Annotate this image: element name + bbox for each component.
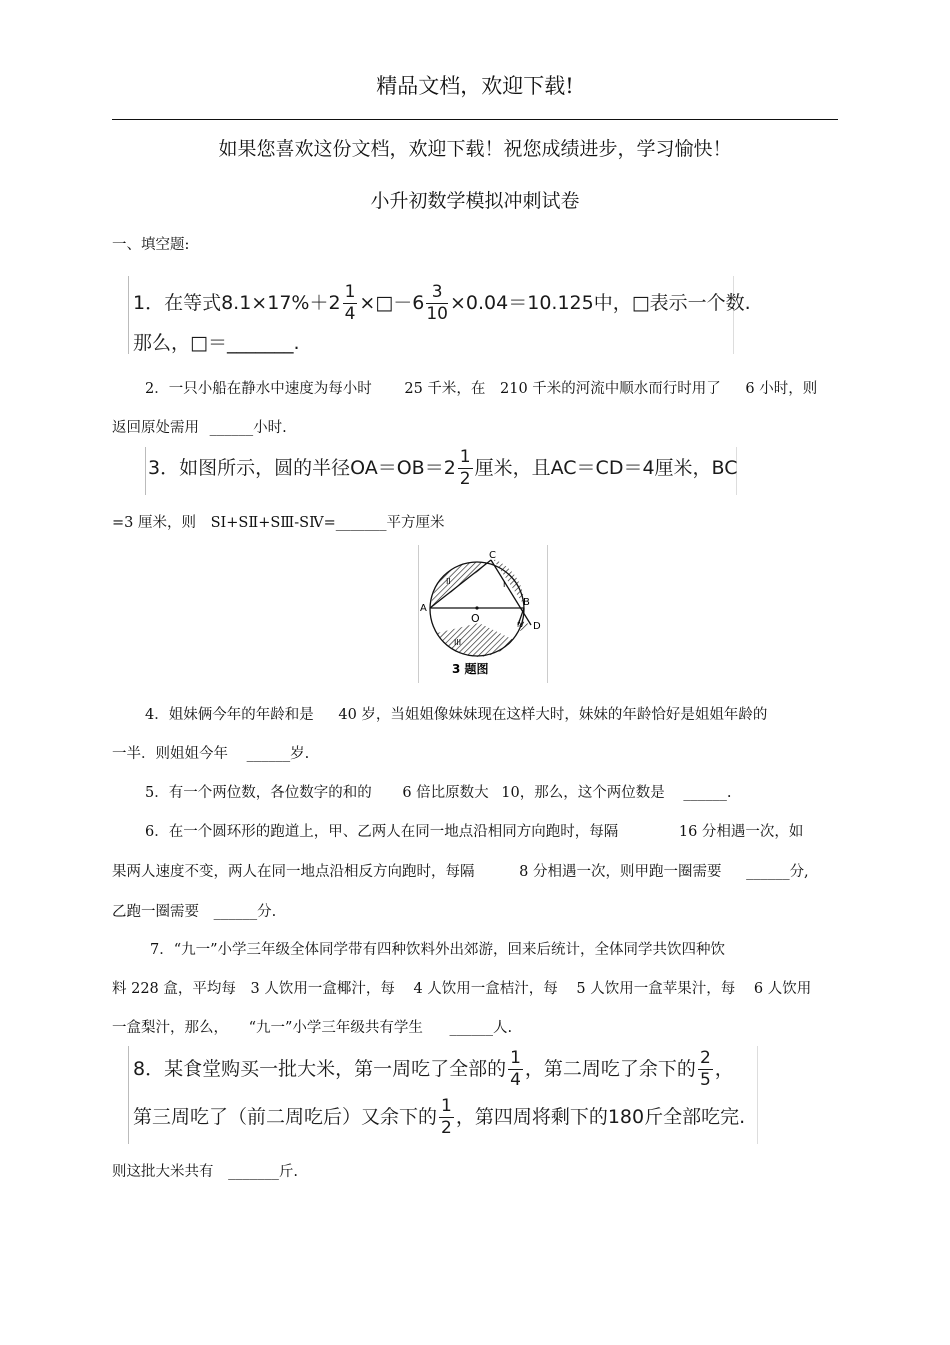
label-b: B (523, 597, 530, 608)
line-cd (491, 560, 531, 625)
q3-mixed (444, 449, 475, 488)
label-d: D (533, 621, 541, 632)
q8-f2-num: 2 (699, 1048, 711, 1068)
q8-text-d: 第三周吃了（前二周吃后）又余下的 (133, 1106, 438, 1128)
label-o: O (471, 612, 480, 625)
q7-text-c: 4 人饮用一盒桔汁，每 (413, 981, 558, 997)
q7-line3 (112, 1016, 512, 1037)
label-iii: III (454, 638, 462, 647)
q8-f3-num: 1 (441, 1096, 452, 1116)
q8-box (128, 1046, 758, 1144)
q3-figure (418, 545, 548, 683)
q6-text-c: 果两人速度不变，两人在同一地点沿相反方向跑时，每隔 (112, 864, 475, 880)
region-i-shade (493, 559, 524, 605)
q7-answer-blank: ______人. (449, 1020, 513, 1036)
circle-diagram (419, 545, 547, 683)
q2-line1 (145, 377, 817, 398)
label-a: A (420, 603, 427, 614)
q2-text-b: 25 千米，在 (404, 381, 486, 397)
q2-line2 (112, 416, 287, 437)
q6-answer-blank-1: ______分, (746, 864, 809, 880)
q8-fraction-1 (508, 1050, 523, 1089)
q1-mixed-2-whole: 6 (412, 292, 425, 314)
q8-text-f: 则这批大米共有 (112, 1164, 214, 1180)
q7-text-e: 6 人饮用 (753, 981, 812, 997)
label-iv: IV (517, 621, 524, 629)
q1-f1-den: 4 (344, 304, 356, 324)
header-divider (112, 119, 838, 120)
q4-text-c: 一半．则姐姐今年 (112, 746, 228, 762)
q6-answer-blank-2: ______分. (213, 904, 277, 920)
q1-mid: ×□－ (359, 292, 413, 314)
document-title: 小升初数学模拟冲刺试卷 (370, 190, 580, 212)
q4-answer-blank: ______岁. (246, 746, 310, 762)
q8-answer-line (112, 1160, 298, 1181)
q8-fraction-2 (698, 1050, 713, 1089)
q8-f1-num: 1 (510, 1048, 521, 1068)
label-ii: II (446, 577, 451, 586)
q8-text-b: ，第二周吃了余下的 (524, 1058, 696, 1080)
q6-line2 (112, 860, 809, 881)
q1-f2-den: 10 (426, 304, 448, 324)
q1-fraction-2 (426, 284, 448, 323)
q8-f2-den: 5 (699, 1070, 711, 1090)
q8-line1 (133, 1050, 734, 1089)
q8-answer-blank: _______斤. (228, 1164, 298, 1180)
q1-f1-num: 1 (344, 282, 356, 302)
q6-line3 (112, 900, 276, 921)
q1-pre: 1．在等式8.1×17%＋ (133, 292, 329, 314)
welcome-line: 如果您喜欢这份文档，欢迎下载！祝您成绩进步，学习愉快！ (218, 138, 732, 160)
q8-text-e: ，第四周将剩下的180斤全部吃完. (455, 1106, 746, 1128)
q5-text-b: 6 倍比原数大 (402, 785, 489, 801)
q3-text-b: SⅠ+SⅡ+SⅢ-SⅣ=_______平方厘米 (210, 515, 445, 531)
q3-pre: 3．如图所示，圆的半径OA＝OB＝ (148, 457, 444, 479)
q3-line2 (112, 511, 444, 532)
q4-text-b: 40 岁，当姐姐像妹妹现在这样大时，妹妹的年龄恰好是姐姐年龄的 (338, 707, 768, 723)
q3-line1 (148, 449, 738, 488)
page-header: 精品文档，欢迎下载! (376, 74, 574, 98)
label-c: C (489, 550, 496, 561)
q8-text-c: ， (714, 1058, 734, 1080)
figure-caption: 3 题图 (452, 662, 489, 676)
q3-box (145, 447, 737, 495)
q1-f2-num: 3 (426, 284, 448, 304)
q6-text-b: 16 分相遇一次，如 (678, 824, 804, 840)
q5-line (145, 781, 731, 802)
q5-answer-blank: ______. (683, 785, 732, 801)
center-point (475, 606, 478, 609)
q3-f-den: 2 (459, 469, 471, 489)
q5-text-a: 5．有一个两位数，各位数字的和的 (145, 785, 372, 801)
q8-f3-den: 2 (441, 1118, 452, 1138)
q2-text-a: 2．一只小船在静水中速度为每小时 (145, 381, 372, 397)
q7-text-b: 3 人饮用一盒椰汁，每 (250, 981, 395, 997)
q3-whole: 2 (443, 457, 456, 479)
q6-text-e: 乙跑一圈需要 (112, 904, 199, 920)
q7-text-d: 5 人饮用一盒苹果汁，每 (576, 981, 736, 997)
label-i: I (503, 580, 506, 589)
q2-text-e: 返回原处需用 (112, 420, 199, 436)
q4-text-a: 4．姐妹俩今年的年龄和是 (145, 707, 314, 723)
section-heading: 一、填空题: (112, 237, 190, 253)
q7-text-a: 料 228 盒，平均每 (112, 981, 236, 997)
q1-line2: 那么，□＝_______. (133, 332, 300, 354)
q8-text-a: 8．某食堂购买一批大米，第一周吃了全部的 (133, 1058, 507, 1080)
q3-f-num: 1 (459, 447, 471, 467)
q1-fraction-1 (343, 284, 358, 323)
q7-text-f: 一盒梨汁，那么， (112, 1020, 228, 1036)
q6-text-a: 6．在一个圆环形的跑道上，甲、乙两人在同一地点沿相同方向跑时，每隔 (145, 824, 619, 840)
q3-post: 厘米，且AC＝CD＝4厘米，BC (474, 457, 738, 479)
q8-fraction-3 (439, 1098, 454, 1137)
q1-mixed-1-whole: 2 (328, 292, 341, 314)
q1-line1 (133, 284, 751, 323)
q2-text-c: 210 千米的河流中顺水而行时用了 (500, 381, 721, 397)
q6-line1 (145, 820, 803, 841)
q6-text-d: 8 分相遇一次，则甲跑一圈需要 (519, 864, 722, 880)
q8-line2 (133, 1098, 745, 1137)
q7-text-g: “九一”小学三年级共有学生 (248, 1020, 423, 1036)
q8-f1-den: 4 (510, 1070, 521, 1090)
q1-post: ×0.04＝10.125中，□表示一个数. (450, 292, 751, 314)
q7-line1: 7．“九一”小学三年级全体同学带有四种饮料外出郊游，回来后统计，全体同学共饮四种饮 (150, 942, 726, 958)
q1-mixed-2 (412, 284, 450, 323)
q4-line2 (112, 742, 309, 763)
q4-line1 (145, 703, 767, 724)
q2-answer-blank: ______小时. (209, 420, 287, 436)
q7-line2 (112, 977, 811, 998)
q1-box (128, 276, 751, 354)
q2-text-d: 6 小时，则 (745, 381, 818, 397)
q5-text-c: 10，那么，这个两位数是 (501, 785, 665, 801)
q1-mixed-1 (328, 284, 359, 323)
region-iii-shade (437, 623, 514, 657)
q3-text-a: =3 厘米，则 (112, 515, 196, 531)
q3-fraction (458, 449, 473, 488)
